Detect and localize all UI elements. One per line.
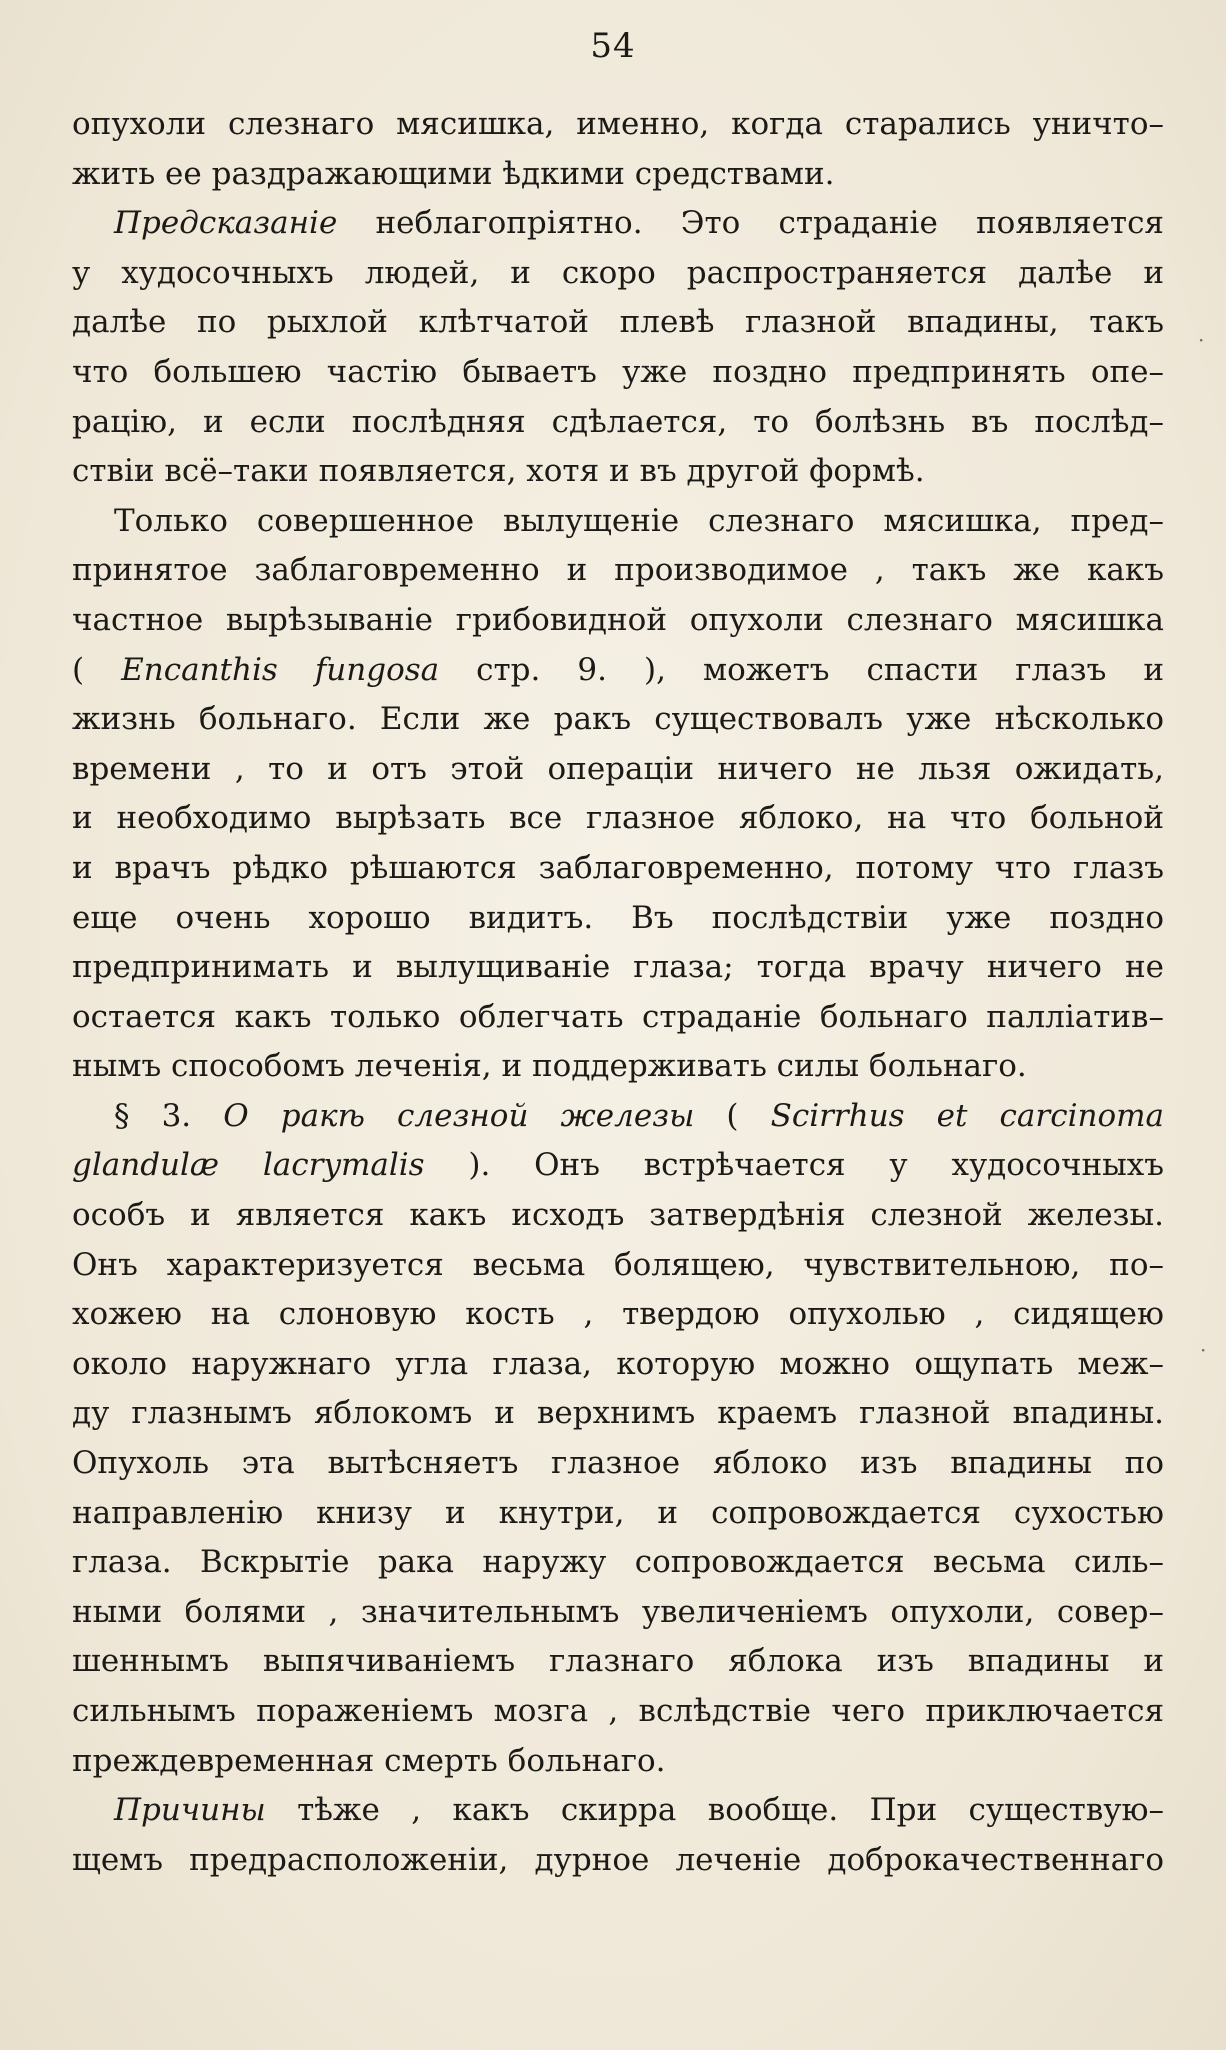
text-span: ными болями , значительнымъ увеличеніемъ опухоли, совер– bbox=[72, 1593, 1164, 1630]
text-span: шеннымъ выпячиваніемъ глазнаго яблока изъ впадины и bbox=[72, 1643, 1164, 1680]
italic-span: О ракѣ слезной железы bbox=[223, 1097, 695, 1134]
text-line bbox=[72, 844, 1164, 894]
text-span: частное вырѣзываніе грибовидной опухоли слезнаго мясишка bbox=[72, 601, 1164, 638]
text-line bbox=[72, 546, 1164, 596]
text-span: опухоли слезнаго мясишка, именно, когда старались уничто– bbox=[72, 106, 1164, 142]
text-line bbox=[72, 199, 1164, 249]
text-span: щемъ предрасположеніи, дурное леченіе доброкачественнаго bbox=[72, 1841, 1164, 1878]
text-span: жить ее раздражающими ѣдкими средствами. bbox=[72, 155, 835, 192]
text-line bbox=[72, 1340, 1164, 1390]
text-span: Опухоль эта вытѣсняетъ глазное яблоко изъ впадины по bbox=[72, 1445, 1164, 1482]
text-span: ( bbox=[694, 1097, 771, 1134]
text-line bbox=[72, 993, 1164, 1043]
text-line bbox=[72, 1588, 1164, 1638]
text-line bbox=[72, 794, 1164, 844]
text-span: нымъ способомъ леченія, и поддерживать силы больнаго. bbox=[72, 1048, 1027, 1085]
text-line bbox=[72, 1042, 1164, 1092]
text-span: и необходимо вырѣзать все глазное яблоко, на что больной bbox=[72, 800, 1164, 837]
text-span: глаза. Вскрытіе рака наружу сопровождается весьма силь– bbox=[72, 1544, 1164, 1581]
text-span: рацію, и если послѣдняя сдѣлается, то болѣзнь въ послѣд– bbox=[72, 403, 1164, 440]
text-line bbox=[72, 1687, 1164, 1737]
text-span: еще очень хорошо видитъ. Въ послѣдствіи уже поздно bbox=[72, 899, 1164, 936]
text-span: Онъ характеризуется весьма болящею, чувствительною, по– bbox=[72, 1246, 1164, 1283]
text-line bbox=[72, 497, 1164, 547]
text-span: принятое заблаговременно и производимое , такъ же какъ bbox=[72, 552, 1164, 589]
text-line bbox=[72, 894, 1164, 944]
text-span: около наружнаго угла глаза, которую можно ощупать меж– bbox=[72, 1345, 1164, 1382]
text-span: хожею на слоновую кость , твердою опухолью , сидящею bbox=[72, 1296, 1164, 1333]
text-line bbox=[72, 1538, 1164, 1588]
text-span: особъ и является какъ исходъ затвердѣнія слезной железы. bbox=[72, 1197, 1164, 1234]
text-span: Только совершенное вылущеніе слезнаго мясишка, пред– bbox=[114, 502, 1164, 539]
text-line bbox=[72, 1191, 1164, 1241]
text-line bbox=[72, 1637, 1164, 1687]
text-line bbox=[72, 398, 1164, 448]
text-line bbox=[72, 745, 1164, 795]
italic-span: Scirrhus et carcinoma bbox=[770, 1097, 1164, 1134]
text-span: тѣже , какъ скирра вообще. При существую– bbox=[265, 1792, 1164, 1829]
text-line bbox=[72, 298, 1164, 348]
text-span: остается какъ только облегчать страданіе больнаго палліатив– bbox=[72, 998, 1164, 1035]
text-line bbox=[72, 1141, 1164, 1191]
text-line bbox=[72, 943, 1164, 993]
margin-mark: · bbox=[1198, 328, 1205, 352]
margin-mark: · bbox=[1200, 1338, 1207, 1362]
text-line bbox=[72, 695, 1164, 745]
text-line bbox=[72, 1439, 1164, 1489]
text-line bbox=[72, 1737, 1164, 1787]
italic-span: Предсказаніе bbox=[114, 205, 338, 242]
italic-span: Причины bbox=[114, 1792, 266, 1829]
text-span: у худосочныхъ людей, и скоро распространяется далѣе и bbox=[72, 254, 1164, 291]
text-span: жизнь больнаго. Если же ракъ существовалъ уже нѣсколько bbox=[72, 701, 1164, 738]
text-line bbox=[72, 100, 1164, 150]
text-line bbox=[72, 1092, 1164, 1142]
italic-span: Encanthis fungosa bbox=[121, 651, 440, 688]
text-line bbox=[72, 1241, 1164, 1291]
text-line bbox=[72, 1836, 1164, 1886]
text-line bbox=[72, 1786, 1164, 1836]
italic-span: glandulæ lacrymalis bbox=[72, 1147, 425, 1184]
text-line bbox=[72, 1290, 1164, 1340]
text-line bbox=[72, 1489, 1164, 1539]
text-line bbox=[72, 348, 1164, 398]
text-span: далѣе по рыхлой клѣтчатой плевѣ глазной впадины, такъ bbox=[72, 304, 1164, 341]
page-number: 54 bbox=[590, 26, 636, 66]
text-span: и врачъ рѣдко рѣшаются заблаговременно, потому что глазъ bbox=[72, 849, 1164, 886]
text-span: ду глазнымъ яблокомъ и верхнимъ краемъ глазной впадины. bbox=[72, 1395, 1164, 1432]
text-span: стр. 9. ), можетъ спасти глазъ и bbox=[439, 651, 1164, 688]
text-line bbox=[72, 596, 1164, 646]
text-span: времени , то и отъ этой операціи ничего не льзя ожидать, bbox=[72, 750, 1164, 787]
text-span: ( bbox=[72, 651, 122, 688]
text-span: § 3. bbox=[114, 1097, 224, 1134]
text-line bbox=[72, 447, 1164, 497]
text-span: ствіи всё–таки появляется, хотя и въ другой формѣ. bbox=[72, 453, 925, 490]
text-span: неблагопріятно. Это страданіе появляется bbox=[337, 205, 1164, 242]
text-line bbox=[72, 150, 1164, 200]
text-line bbox=[72, 1389, 1164, 1439]
text-line bbox=[72, 249, 1164, 299]
text-span: ). Онъ встрѣчается у худосочныхъ bbox=[424, 1147, 1164, 1184]
text-span: сильнымъ пораженіемъ мозга , вслѣдствіе чего приключается bbox=[72, 1693, 1164, 1729]
text-span: направленію книзу и кнутри, и сопровождается сухостью bbox=[72, 1494, 1164, 1531]
text-span: преждевременная смерть больнаго. bbox=[72, 1742, 666, 1779]
text-span: что большею частію бываетъ уже поздно предпринять опе– bbox=[72, 353, 1164, 390]
text-line bbox=[72, 646, 1164, 696]
text-span: предпринимать и вылущиваніе глаза; тогда врачу ничего не bbox=[72, 949, 1164, 986]
body-text bbox=[72, 100, 1164, 1885]
